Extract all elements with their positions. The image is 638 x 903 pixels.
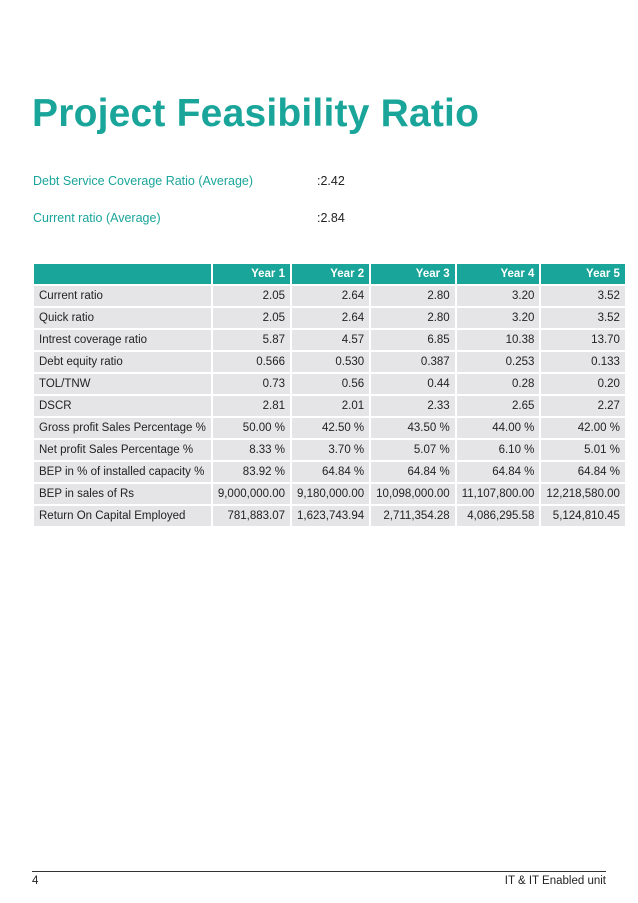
table-cell: 2,711,354.28 xyxy=(371,506,455,526)
page-number: 4 xyxy=(32,875,39,887)
row-label: Intrest coverage ratio xyxy=(34,330,211,350)
table-cell: 2.33 xyxy=(371,396,455,416)
table-cell: 5.07 % xyxy=(371,440,455,460)
summary-dscr-label: Debt Service Coverage Ratio (Average) xyxy=(33,174,254,188)
table-cell: 3.52 xyxy=(541,286,625,306)
page-title: Project Feasibility Ratio xyxy=(32,92,480,135)
table-row xyxy=(34,374,625,394)
table-cell: 9,000,000.00 xyxy=(213,484,290,504)
table-cell: 2.65 xyxy=(457,396,540,416)
table-cell: 2.27 xyxy=(541,396,625,416)
row-label: Net profit Sales Percentage % xyxy=(34,440,211,460)
row-label: Gross profit Sales Percentage % xyxy=(34,418,211,438)
row-label: Quick ratio xyxy=(34,308,211,328)
table-cell: 2.80 xyxy=(371,286,455,306)
table-cell: 3.20 xyxy=(457,286,540,306)
table-cell: 64.84 % xyxy=(371,462,455,482)
table-cell: 2.01 xyxy=(292,396,369,416)
row-label: Current ratio xyxy=(34,286,211,306)
footer-divider xyxy=(32,871,606,872)
summary-current-ratio-value: :2.84 xyxy=(317,211,345,225)
table-cell: 6.85 xyxy=(371,330,455,350)
table-cell: 0.253 xyxy=(457,352,540,372)
header-row xyxy=(34,264,625,284)
summary-dscr xyxy=(33,174,345,188)
table-cell: 5,124,810.45 xyxy=(541,506,625,526)
table-cell: 9,180,000.00 xyxy=(292,484,369,504)
row-label: BEP in sales of Rs xyxy=(34,484,211,504)
table-cell: 64.84 % xyxy=(292,462,369,482)
ratio-table-body xyxy=(34,286,625,526)
table-cell: 0.73 xyxy=(213,374,290,394)
summary-dscr-value: :2.42 xyxy=(317,174,345,188)
table-cell: 64.84 % xyxy=(541,462,625,482)
table-row xyxy=(34,396,625,416)
table-cell: 4,086,295.58 xyxy=(457,506,540,526)
table-cell: 0.20 xyxy=(541,374,625,394)
summary-current-ratio xyxy=(33,211,345,225)
table-cell: 50.00 % xyxy=(213,418,290,438)
table-cell: 2.05 xyxy=(213,286,290,306)
header-cell-year-5: Year 5 xyxy=(541,264,625,284)
table-cell: 2.64 xyxy=(292,308,369,328)
table-row xyxy=(34,330,625,350)
table-row xyxy=(34,506,625,526)
row-label: Debt equity ratio xyxy=(34,352,211,372)
table-cell: 42.00 % xyxy=(541,418,625,438)
table-cell: 4.57 xyxy=(292,330,369,350)
table-cell: 0.56 xyxy=(292,374,369,394)
ratio-table-header xyxy=(34,264,625,284)
row-label: Return On Capital Employed xyxy=(34,506,211,526)
table-cell: 10,098,000.00 xyxy=(371,484,455,504)
table-row xyxy=(34,484,625,504)
summary-current-ratio-label: Current ratio (Average) xyxy=(33,211,161,225)
table-cell: 13.70 xyxy=(541,330,625,350)
table-row xyxy=(34,462,625,482)
table-cell: 8.33 % xyxy=(213,440,290,460)
table-cell: 3.70 % xyxy=(292,440,369,460)
table-cell: 2.05 xyxy=(213,308,290,328)
table-row xyxy=(34,286,625,306)
table-row xyxy=(34,352,625,372)
table-cell: 0.44 xyxy=(371,374,455,394)
table-cell: 1,623,743.94 xyxy=(292,506,369,526)
table-cell: 2.64 xyxy=(292,286,369,306)
table-cell: 3.52 xyxy=(541,308,625,328)
row-label: DSCR xyxy=(34,396,211,416)
table-cell: 43.50 % xyxy=(371,418,455,438)
table-cell: 3.20 xyxy=(457,308,540,328)
table-cell: 83.92 % xyxy=(213,462,290,482)
table-cell: 0.28 xyxy=(457,374,540,394)
header-cell-year-1: Year 1 xyxy=(213,264,290,284)
table-row xyxy=(34,308,625,328)
table-cell: 0.530 xyxy=(292,352,369,372)
table-cell: 5.87 xyxy=(213,330,290,350)
table-row xyxy=(34,418,625,438)
row-label: BEP in % of installed capacity % xyxy=(34,462,211,482)
table-cell: 0.387 xyxy=(371,352,455,372)
row-label: TOL/TNW xyxy=(34,374,211,394)
table-cell: 64.84 % xyxy=(457,462,540,482)
table-cell: 10.38 xyxy=(457,330,540,350)
table-cell: 44.00 % xyxy=(457,418,540,438)
table-cell: 5.01 % xyxy=(541,440,625,460)
table-cell: 0.133 xyxy=(541,352,625,372)
header-cell-year-4: Year 4 xyxy=(457,264,540,284)
header-cell-blank xyxy=(34,264,211,284)
footer-section-title: IT & IT Enabled unit xyxy=(504,875,606,887)
table-cell: 12,218,580.00 xyxy=(541,484,625,504)
table-cell: 42.50 % xyxy=(292,418,369,438)
table-cell: 2.81 xyxy=(213,396,290,416)
table-cell: 781,883.07 xyxy=(213,506,290,526)
table-cell: 0.566 xyxy=(213,352,290,372)
table-cell: 2.80 xyxy=(371,308,455,328)
table-row xyxy=(34,440,625,460)
table-cell: 11,107,800.00 xyxy=(457,484,540,504)
table-cell: 6.10 % xyxy=(457,440,540,460)
header-cell-year-3: Year 3 xyxy=(371,264,455,284)
header-cell-year-2: Year 2 xyxy=(292,264,369,284)
ratio-table xyxy=(32,262,627,528)
